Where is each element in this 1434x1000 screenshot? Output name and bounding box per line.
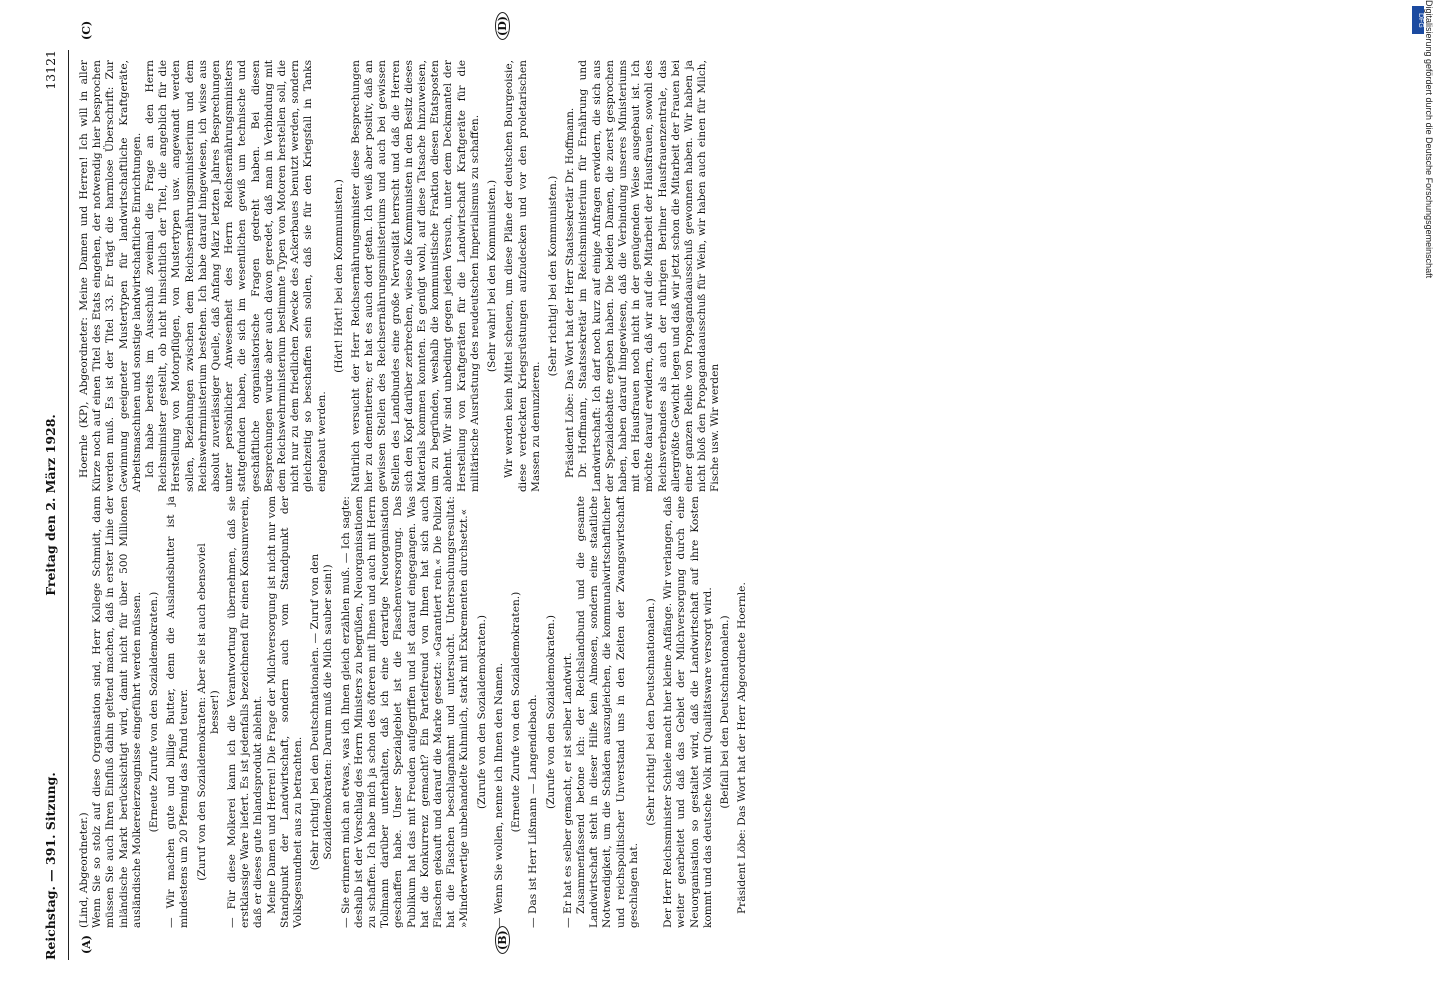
- left-column-paragraph: Meine Damen und Herren! Die Frage der Milchversorgung ist nicht nur vom Standpunkt der Landwirtschaft, sondern auch vom Standpunkt der Volksgesundheit aus zu betrachten.: [265, 496, 305, 928]
- left-column-paragraph: — Das ist Herr Lißmann — Langendiebach.: [527, 694, 540, 928]
- left-column-paragraph: (Sehr richtig! bei den Deutschnationalen. — Zuruf von den Sozialdemokraten: Darum muß die Milch sauber sein!): [309, 553, 335, 871]
- right-column-paragraph: Präsident Löbe: Das Wort hat der Herr Staatssekretär Dr. Hoffmann.: [564, 107, 577, 478]
- right-column-paragraph: (Sehr richtig! bei den Kommunisten.): [546, 175, 559, 377]
- left-column-paragraph: (Zurufe von den Sozialdemokraten.): [475, 615, 488, 809]
- right-column: [78, 60, 723, 492]
- left-column-paragraph: — Wenn Sie wollen, nenne ich Ihnen den Namen.: [492, 662, 505, 928]
- left-column-paragraph: (Sehr richtig! bei den Deutschnationalen.): [644, 598, 657, 826]
- margin-marker-c: (C): [80, 20, 93, 40]
- right-column-paragraph: Dr. Hoffmann, Staatssekretär im Reichsministerium für Ernährung und Landwirtschaft: Ich darf noch kurz auf einige Anfragen erwidern, die sich aus der Spezialdebatte ergeben haben. Die beiden Damen, die zuerst gesprochen haben, haben darauf hingewiesen, daß die Verbindung unseres Ministeriums mit den Hausfrauen noch nicht in der genügenden Weise ausgebaut ist. Ich möchte darauf erwidern, daß wir auf die Mitarbeit der Hausfrauen, sowohl des Reichsverbandes als auch der rührigen Berliner Hausfrauenzentrale, das allergrößte Gewicht legen und daß wir jetzt schon die Mitarbeit der Frauen bei einer ganzen Reihe von Propagandaausschuß gewonnen haben. Wir haben ja nicht bloß den Propagandaausschuß für Wein, wir haben auch einen für Milch, Fische usw. Wir werden: [577, 60, 722, 492]
- right-column-paragraph: (Hört! Hört! bei den Kommunisten.): [332, 179, 345, 373]
- left-column-paragraph: — Er hat es selber gemacht, er ist selber Landwirt.: [561, 652, 574, 928]
- header-rule: [68, 50, 69, 960]
- running-head: [40, 50, 68, 960]
- left-column-paragraph: (Beifall bei den Deutschnationalen.): [718, 615, 731, 809]
- digitization-sidebar: [1402, 0, 1434, 1000]
- right-column-paragraph: (Sehr wahr! bei den Kommunisten.): [486, 179, 499, 373]
- dfg-logo-badge: DFG: [1412, 6, 1424, 34]
- left-column-paragraph: (Erneute Zurufe von den Sozialdemokraten.): [510, 591, 523, 833]
- left-column-paragraph: (Zuruf von den Sozialdemokraten: Aber sie ist auch ebensoviel besser!): [195, 543, 221, 881]
- running-head-left: Reichstag. — 391. Sitzung.: [43, 772, 58, 960]
- left-column-paragraph: (Erneute Zurufe von den Sozialdemokraten.): [148, 591, 161, 833]
- left-column-paragraph: Wenn Sie so stolz auf diese Organisation sind, Herr Kollege Schmidt, dann müssen Sie auch Ihren Einfluß dahin geltend machen, daß in erster Linie der inländische Markt berücksichtigt wird, damit nicht für über 500 Millionen ausländische Molkereierzeugnisse eingeführt werden müssen.: [91, 496, 143, 928]
- left-column-paragraph: Der Herr Reichsminister Schiele macht hier kleine Anfänge. Wir verlangen, daß weiter gearbeitet und daß das Gebiet der Milchversorgung durch eine Neuorganisation so gestaltet wird, daß die Landwirtschaft auf ihre Kosten kommt und das deutsche Volk mit Qualitätsware versorgt wird.: [662, 496, 714, 928]
- right-column-paragraph: Natürlich versucht der Herr Reichsernährungsminister diese Besprechungen hier zu dementieren; er hat es auch dort getan. Ich weiß aber positiv, daß an gewissen Stellen des Reichsernährungsministeriums und auch bei gewissen Stellen des Landbundes eine große Nervosität herrscht und daß die Herren sich den Kopf darüber zerbrechen, wieso die Kommunisten in den Besitz dieses Materials kommen konnten. Es genügt wohl, auf diese Tatsache hinzuweisen, um zu begründen, weshalb die kommunistische Fraktion diesen Etatsposten ablehnt. Wir sind unbedingt gegen jeden Versuch, unter dem Deckmantel der Herstellung von Kraftgeräten für die Landwirtschaft Kraftgeräte für die militärische Ausrüstung des neudeutschen Imperialismus zu schaffen.: [350, 60, 481, 492]
- right-column-paragraph: Hoernle (KP), Abgeordneter: Meine Damen und Herren! Ich will in aller Kürze noch auf einen Titel des Etats eingehen, der notwendig hier besprochen werden muß. Es ist der Titel 33. Er trägt die harmlose Überschrift: Zur Gewinnung geeigneter Mustertypen für landwirtschaftliche Kraftgeräte, Arbeitsmaschinen und sonstige landwirtschaftliche Einrichtungen.: [78, 60, 143, 492]
- left-column-paragraph: Zusammenfassend betone ich: der Reichslandbund und die gesamte Landwirtschaft steht in dieser Hilfe kein Almosen, sondern eine staatliche Notwendigkeit, um die Schäden auszugleichen, die kommunalwirtschaftlicher und reichspolitischer Unverstand uns in den Zeiten der Zwangswirtschaft geschlagen hat.: [574, 496, 640, 928]
- right-column-paragraph: Wir werden kein Mittel scheuen, um diese Pläne der deutschen Bourgeoisie, diese verdeckten Kriegsrüstungen aufzudecken und vor den proletarischen Massen zu denunzieren.: [503, 60, 542, 492]
- page-number: 13121: [43, 50, 58, 90]
- dfg-attribution-text: Digitalisierung gefördert durch die Deutsche Forschungsgemeinschaft: [1424, 0, 1434, 279]
- right-column-paragraph: Ich habe bereits im Ausschuß zweimal die Frage an den Herrn Reichsminister gestellt, ob nicht hinsichtlich der Titel, die angeblich für die Herstellung von Motorpflügen, von Mustertypen usw. angewandt werden sollen, Beziehungen zwischen dem Reichsernährungsministerium und dem Reichswehrministerium bestehen. Ich habe darauf hingewiesen, ich wisse aus absolut zuverlässiger Quelle, daß Anfang März letzten Jahres Besprechungen unter persönlicher Anwesenheit des Herrn Reichsernährungsministers stattgefunden haben, die sich im wesentlichen gewiß um technische und geschäftliche organisatorische Fragen gedreht haben. Bei diesen Besprechungen wurde aber auch davon geredet, daß man in Verbindung mit dem Reichswehrministerium bestimmte Typen von Motoren herstellen soll, die nicht nur zu dem friedlichen Zwecke des Ackerbaues benutzt werden, sondern gleichzeitig so beschaffen sein sollen, daß sie für den Kriegsfall in Tanks eingebaut werden.: [144, 60, 328, 492]
- left-column-paragraph: (Lind, Abgeordneter.): [78, 812, 90, 928]
- left-column-paragraph: — Wir machen gute und billige Butter, denn die Auslandsbutter ist ja mindestens um 20 Pfennig das Pfund teurer.: [165, 496, 191, 928]
- running-head-date: Freitag den 2. März 1928.: [43, 414, 58, 596]
- margin-marker-a: (A): [80, 935, 93, 954]
- left-column-paragraph: — Sie erinnern mich an etwas, was ich Ihnen gleich erzählen muß. — Ich sagte: deshalb ist der Vorschlag des Herrn Ministers zu begrüßen, Neuorganisationen zu schaffen. Ich habe mich ja schon des öfteren mit Ihnen und auch mit Herrn Tollmann darüber unterhalten, daß ich eine derartige Neuorganisation geschaffen habe. Unser Spezialgebiet ist die Flaschenversorgung. Das Publikum hat das mit Freuden aufgegriffen und ist darauf eingegangen. Was hat die Konkurrenz gemacht? Ein Parteifreund von Ihnen hat sich auch Flaschen gekauft und darauf die Marke gesetzt: »Garantiert rein.« Die Polizei hat die Flaschen beschlagnahmt und untersucht. Untersuchungsresultat: »Minderwertige unbehandelte Kuhmilch, stark mit Exkrementen durchsetzt.«: [339, 496, 471, 928]
- margin-marker-d: (D): [495, 12, 510, 40]
- margin-marker-b: (B): [495, 926, 510, 954]
- left-column: [78, 496, 749, 928]
- left-column-paragraph: (Zurufe von den Sozialdemokraten.): [544, 615, 557, 809]
- left-column-paragraph: — Für diese Molkerei kann ich die Verantwortung übernehmen, daß sie erstklassige Ware liefert. Es ist jedenfalls bezeichnend für einen Konsumverein, daß er dieses gute Inlandsprodukt ablehnt.: [226, 496, 265, 928]
- left-column-paragraph: Präsident Löbe: Das Wort hat der Herr Abgeordnete Hoernle.: [736, 582, 749, 914]
